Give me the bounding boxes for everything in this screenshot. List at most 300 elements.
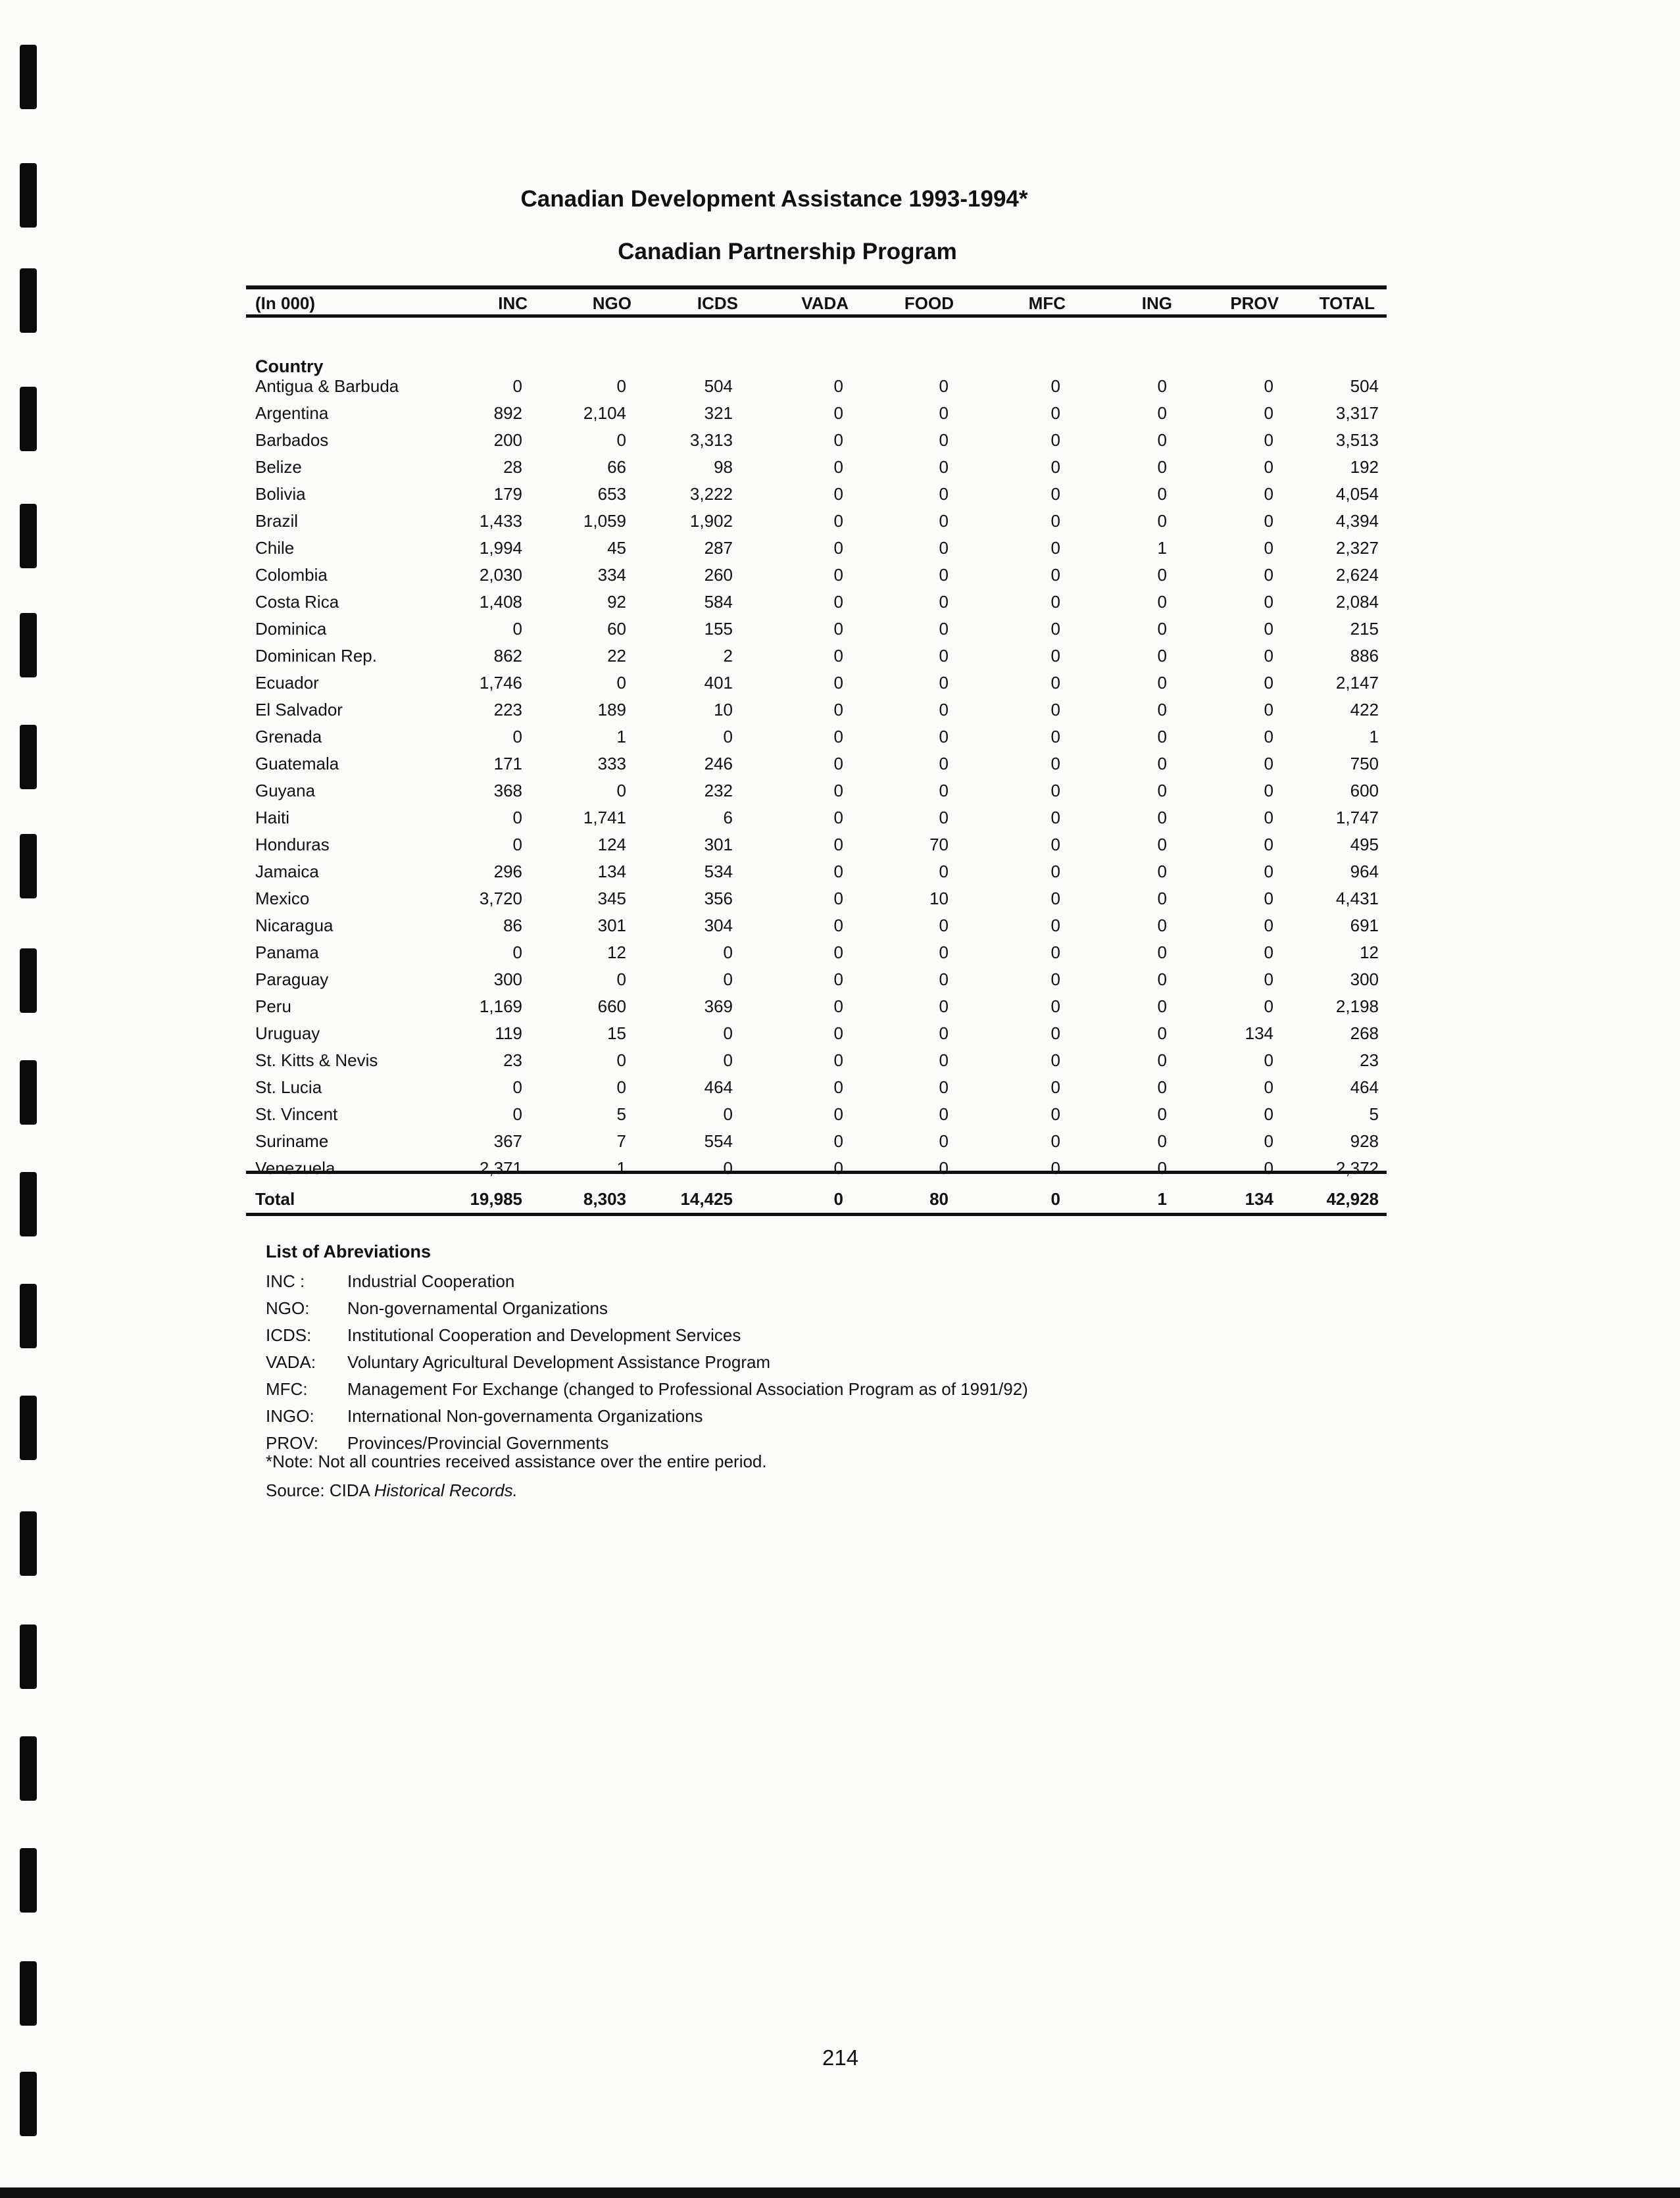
table-cell: 0	[1157, 1050, 1167, 1070]
table-cell: 0	[1157, 403, 1167, 423]
binding-mark	[20, 834, 37, 898]
table-cell: 0	[833, 942, 843, 962]
table-cell: 0	[833, 889, 843, 908]
table-cell: 600	[1350, 781, 1379, 800]
unit-label: (In 000)	[255, 293, 316, 313]
table-cell: 886	[1350, 646, 1379, 666]
table-cell: 0	[1157, 916, 1167, 935]
table-cell: 0	[1264, 619, 1273, 639]
abbreviation-key: VADA:	[266, 1352, 316, 1372]
table-row	[246, 1128, 1387, 1154]
table-cell: 0	[1050, 1158, 1060, 1178]
table-cell: 0	[833, 1077, 843, 1097]
table-row	[246, 804, 1387, 831]
column-header: NGO	[592, 293, 631, 313]
country-name: Guatemala	[255, 754, 339, 773]
table-cell: 464	[704, 1077, 733, 1097]
table-cell: 0	[833, 808, 843, 827]
source-prefix: Source: CIDA	[266, 1480, 374, 1500]
table-row	[246, 400, 1387, 426]
country-name: Jamaica	[255, 862, 319, 881]
page-subtitle: Canadian Partnership Program	[618, 239, 957, 264]
table-cell: 1,902	[689, 511, 733, 531]
binding-mark	[20, 1624, 37, 1689]
table-cell: 3,317	[1335, 403, 1379, 423]
table-cell: 321	[704, 403, 733, 423]
table-cell: 0	[833, 538, 843, 558]
table-header-row	[246, 290, 1387, 316]
table-cell: 1,408	[479, 592, 522, 612]
page-number: 214	[822, 2045, 859, 2070]
country-name: Brazil	[255, 511, 299, 531]
table-cell: 554	[704, 1131, 733, 1151]
table-cell: 0	[939, 700, 949, 720]
table-cell: 0	[616, 430, 626, 450]
table-cell: 0	[939, 673, 949, 693]
table-cell: 0	[1050, 484, 1060, 504]
table-top-rule	[246, 285, 1387, 289]
table-cell: 10	[714, 700, 733, 720]
table-cell: 0	[1157, 942, 1167, 962]
table-cell: 0	[833, 457, 843, 477]
table-cell: 215	[1350, 619, 1379, 639]
table-cell: 0	[1050, 592, 1060, 612]
country-name: Dominican Rep.	[255, 646, 377, 666]
total-cell: 14,425	[680, 1189, 733, 1209]
table-cell: 0	[1264, 538, 1273, 558]
table-cell: 0	[833, 1158, 843, 1178]
binding-mark	[20, 1736, 37, 1801]
table-cell: 2,104	[583, 403, 626, 423]
table-cell: 0	[1050, 700, 1060, 720]
table-cell: 304	[704, 916, 733, 935]
binding-mark	[20, 2072, 37, 2136]
table-cell: 0	[1050, 1023, 1060, 1043]
binding-mark	[20, 613, 37, 677]
table-cell: 0	[1157, 646, 1167, 666]
table-cell: 1	[1157, 538, 1167, 558]
table-cell: 0	[1050, 619, 1060, 639]
table-cell: 0	[833, 1023, 843, 1043]
table-cell: 0	[833, 592, 843, 612]
table-cell: 0	[1264, 996, 1273, 1016]
table-cell: 0	[1157, 1023, 1167, 1043]
table-cell: 66	[607, 457, 626, 477]
table-cell: 246	[704, 754, 733, 773]
table-cell: 0	[833, 673, 843, 693]
table-row	[246, 535, 1387, 561]
table-cell: 0	[939, 808, 949, 827]
table-cell: 0	[1157, 484, 1167, 504]
table-cell: 1,433	[479, 511, 522, 531]
table-cell: 92	[607, 592, 626, 612]
table-cell: 6	[723, 808, 733, 827]
table-cell: 660	[597, 996, 626, 1016]
country-name: Dominica	[255, 619, 327, 639]
table-cell: 0	[616, 673, 626, 693]
table-cell: 0	[1264, 646, 1273, 666]
table-cell: 964	[1350, 862, 1379, 881]
abbreviation-value: Institutional Cooperation and Development Services	[347, 1325, 741, 1345]
table-cell: 0	[1050, 889, 1060, 908]
table-cell: 0	[939, 942, 949, 962]
table-cell: 0	[939, 565, 949, 585]
binding-mark	[20, 1511, 37, 1576]
table-cell: 0	[833, 1131, 843, 1151]
table-cell: 0	[939, 430, 949, 450]
table-cell: 0	[723, 1050, 733, 1070]
table-cell: 1,746	[479, 673, 522, 693]
binding-mark	[20, 1961, 37, 2026]
table-cell: 0	[1264, 1050, 1273, 1070]
table-cell: 0	[833, 619, 843, 639]
abbreviation-value: Provinces/Provincial Governments	[347, 1433, 609, 1453]
table-cell: 2,371	[479, 1158, 522, 1178]
country-name: Belize	[255, 457, 302, 477]
table-cell: 171	[493, 754, 522, 773]
table-row	[246, 562, 1387, 588]
table-cell: 0	[1050, 565, 1060, 585]
table-cell: 2,147	[1335, 673, 1379, 693]
table-cell: 0	[1050, 754, 1060, 773]
table-cell: 0	[1157, 1104, 1167, 1124]
table-row	[246, 427, 1387, 453]
table-cell: 179	[493, 484, 522, 504]
table-cell: 0	[1050, 1131, 1060, 1151]
abbreviation-key: ICDS:	[266, 1325, 312, 1345]
table-cell: 300	[493, 969, 522, 989]
table-cell: 3,222	[689, 484, 733, 504]
table-cell: 0	[1264, 862, 1273, 881]
table-cell: 928	[1350, 1131, 1379, 1151]
table-cell: 0	[939, 1131, 949, 1151]
table-cell: 4,431	[1335, 889, 1379, 908]
table-cell: 0	[1264, 889, 1273, 908]
total-cell: 19,985	[470, 1189, 522, 1209]
abbreviation-key: INGO:	[266, 1406, 314, 1426]
column-header: VADA	[801, 293, 849, 313]
abbreviation-key: INC :	[266, 1271, 305, 1291]
table-cell: 0	[939, 1158, 949, 1178]
abbreviation-value: International Non-governamenta Organizations	[347, 1406, 703, 1426]
table-cell: 232	[704, 781, 733, 800]
table-cell: 0	[939, 1077, 949, 1097]
table-cell: 0	[1264, 430, 1273, 450]
total-label: Total	[255, 1189, 295, 1209]
table-cell: 0	[1157, 673, 1167, 693]
country-name: Panama	[255, 942, 319, 962]
table-row	[246, 1020, 1387, 1046]
table-cell: 301	[704, 835, 733, 854]
table-cell: 0	[939, 969, 949, 989]
table-cell: 0	[1157, 1131, 1167, 1151]
table-cell: 0	[1050, 538, 1060, 558]
table-row	[246, 858, 1387, 885]
binding-mark	[20, 1848, 37, 1913]
country-name: Guyana	[255, 781, 316, 800]
table-cell: 0	[512, 376, 522, 396]
table-row	[246, 643, 1387, 669]
abbreviation-value: Industrial Cooperation	[347, 1271, 515, 1291]
table-cell: 0	[512, 619, 522, 639]
table-cell: 0	[939, 646, 949, 666]
table-cell: 98	[714, 457, 733, 477]
table-cell: 268	[1350, 1023, 1379, 1043]
table-cell: 0	[1050, 969, 1060, 989]
table-cell: 0	[1157, 862, 1167, 881]
table-cell: 2,624	[1335, 565, 1379, 585]
table-cell: 0	[1157, 700, 1167, 720]
table-row	[246, 912, 1387, 939]
table-cell: 0	[1264, 942, 1273, 962]
table-cell: 0	[939, 511, 949, 531]
table-row	[246, 993, 1387, 1019]
table-cell: 0	[833, 996, 843, 1016]
table-row	[246, 1155, 1387, 1181]
table-row	[246, 723, 1387, 750]
table-cell: 4,054	[1335, 484, 1379, 504]
table-cell: 0	[1264, 727, 1273, 746]
table-cell: 1	[1369, 727, 1379, 746]
table-cell: 0	[616, 1050, 626, 1070]
binding-mark	[20, 1172, 37, 1236]
table-cell: 0	[616, 376, 626, 396]
table-cell: 0	[1264, 673, 1273, 693]
table-cell: 0	[1264, 1158, 1273, 1178]
table-cell: 369	[704, 996, 733, 1016]
table-cell: 1	[616, 1158, 626, 1178]
table-row	[246, 966, 1387, 992]
country-name: Venezuela	[255, 1158, 335, 1178]
table-cell: 0	[939, 484, 949, 504]
table-cell: 0	[1157, 808, 1167, 827]
table-cell: 504	[704, 376, 733, 396]
table-cell: 0	[833, 1050, 843, 1070]
table-row	[246, 481, 1387, 507]
abbreviations-title: List of Abreviations	[266, 1242, 432, 1261]
table-cell: 0	[616, 1077, 626, 1097]
table-cell: 0	[1050, 781, 1060, 800]
source-italic: Historical Records.	[374, 1480, 518, 1500]
binding-mark	[20, 504, 37, 568]
table-cell: 2,198	[1335, 996, 1379, 1016]
table-cell: 892	[493, 403, 522, 423]
table-cell: 0	[833, 916, 843, 935]
table-cell: 345	[597, 889, 626, 908]
table-cell: 0	[939, 538, 949, 558]
total-cell: 1	[1157, 1189, 1167, 1209]
table-cell: 0	[1050, 646, 1060, 666]
table-cell: 3,513	[1335, 430, 1379, 450]
table-cell: 504	[1350, 376, 1379, 396]
table-cell: 0	[512, 808, 522, 827]
country-name: El Salvador	[255, 700, 343, 720]
table-cell: 1,994	[479, 538, 522, 558]
table-cell: 1	[616, 727, 626, 746]
table-row	[246, 373, 1387, 399]
table-cell: 0	[1157, 511, 1167, 531]
table-cell: 356	[704, 889, 733, 908]
table-cell: 0	[1157, 996, 1167, 1016]
table-cell: 334	[597, 565, 626, 585]
table-cell: 5	[1369, 1104, 1379, 1124]
table-cell: 0	[1050, 1077, 1060, 1097]
table-cell: 0	[1264, 376, 1273, 396]
abbreviation-value: Non-governamental Organizations	[347, 1298, 608, 1318]
total-cell: 134	[1245, 1189, 1273, 1209]
note-text: *Note: Not all countries received assistance over the entire period.	[266, 1452, 767, 1471]
table-cell: 0	[939, 862, 949, 881]
table-cell: 0	[939, 457, 949, 477]
table-row	[246, 777, 1387, 804]
table-cell: 0	[616, 781, 626, 800]
table-cell: 0	[616, 969, 626, 989]
table-cell: 0	[1264, 700, 1273, 720]
table-cell: 0	[1264, 754, 1273, 773]
country-name: Peru	[255, 996, 291, 1016]
binding-mark	[20, 45, 37, 109]
table-cell: 0	[939, 592, 949, 612]
scan-edge	[0, 2187, 1680, 2198]
table-cell: 0	[939, 1050, 949, 1070]
table-cell: 0	[723, 727, 733, 746]
table-cell: 0	[833, 646, 843, 666]
table-cell: 0	[1157, 754, 1167, 773]
table-row	[246, 1101, 1387, 1127]
table-cell: 0	[833, 969, 843, 989]
table-cell: 0	[939, 1104, 949, 1124]
table-cell: 23	[1360, 1050, 1379, 1070]
table-cell: 0	[1050, 996, 1060, 1016]
table-cell: 12	[1360, 942, 1379, 962]
table-cell: 0	[939, 376, 949, 396]
total-cell: 80	[929, 1189, 949, 1209]
table-cell: 0	[1157, 835, 1167, 854]
table-cell: 22	[607, 646, 626, 666]
table-cell: 401	[704, 673, 733, 693]
source-text	[266, 1477, 518, 1503]
table-cell: 0	[833, 835, 843, 854]
table-cell: 189	[597, 700, 626, 720]
table-row	[246, 589, 1387, 615]
table-cell: 0	[1050, 942, 1060, 962]
table-row	[246, 831, 1387, 858]
table-cell: 422	[1350, 700, 1379, 720]
table-cell: 367	[493, 1131, 522, 1151]
table-cell: 0	[1157, 1077, 1167, 1097]
table-cell: 0	[939, 727, 949, 746]
table-cell: 0	[1264, 511, 1273, 531]
table-cell: 1,059	[583, 511, 626, 531]
table-cell: 0	[939, 916, 949, 935]
total-cell: 0	[1050, 1189, 1060, 1209]
table-cell: 0	[1050, 1104, 1060, 1124]
table-cell: 691	[1350, 916, 1379, 935]
column-header: ICDS	[697, 293, 738, 313]
column-header: ING	[1141, 293, 1172, 313]
table-cell: 0	[833, 511, 843, 531]
table-cell: 10	[929, 889, 949, 908]
total-cell: 0	[833, 1189, 843, 1209]
table-cell: 0	[833, 565, 843, 585]
table-row	[246, 670, 1387, 696]
table-row	[246, 750, 1387, 777]
binding-mark	[20, 1284, 37, 1348]
table-row	[246, 616, 1387, 642]
table-row	[246, 939, 1387, 965]
table-cell: 0	[1050, 862, 1060, 881]
table-cell: 0	[939, 781, 949, 800]
table-cell: 0	[1264, 457, 1273, 477]
table-row	[246, 454, 1387, 480]
total-cell: 8,303	[583, 1189, 626, 1209]
table-cell: 0	[723, 1104, 733, 1124]
table-cell: 368	[493, 781, 522, 800]
country-name: Costa Rica	[255, 592, 339, 612]
table-cell: 134	[1245, 1023, 1273, 1043]
table-cell: 0	[833, 727, 843, 746]
table-bottom-rule	[246, 1213, 1387, 1216]
binding-mark	[20, 268, 37, 333]
table-cell: 7	[616, 1131, 626, 1151]
table-cell: 0	[512, 835, 522, 854]
table-cell: 1,741	[583, 808, 626, 827]
table-row	[246, 1047, 1387, 1073]
binding-mark	[20, 1060, 37, 1125]
table-cell: 12	[607, 942, 626, 962]
table-cell: 0	[1050, 376, 1060, 396]
table-cell: 0	[939, 619, 949, 639]
table-cell: 0	[1050, 457, 1060, 477]
table-cell: 5	[616, 1104, 626, 1124]
table-cell: 60	[607, 619, 626, 639]
table-cell: 0	[833, 700, 843, 720]
table-cell: 0	[1050, 916, 1060, 935]
table-cell: 2,372	[1335, 1158, 1379, 1178]
table-cell: 0	[1264, 969, 1273, 989]
table-cell: 653	[597, 484, 626, 504]
country-name: Suriname	[255, 1131, 329, 1151]
table-cell: 0	[723, 942, 733, 962]
table-cell: 124	[597, 835, 626, 854]
table-cell: 333	[597, 754, 626, 773]
country-column-label: Country	[255, 356, 324, 376]
table-cell: 0	[1264, 781, 1273, 800]
country-name: Haiti	[255, 808, 290, 827]
table-cell: 0	[1264, 835, 1273, 854]
table-cell: 86	[503, 916, 522, 935]
table-cell: 0	[1264, 484, 1273, 504]
table-cell: 2,030	[479, 565, 522, 585]
table-cell: 0	[939, 403, 949, 423]
table-cell: 2,084	[1335, 592, 1379, 612]
table-cell: 45	[607, 538, 626, 558]
country-name: St. Vincent	[255, 1104, 338, 1124]
country-name: Uruguay	[255, 1023, 320, 1043]
table-cell: 2,327	[1335, 538, 1379, 558]
country-name: Grenada	[255, 727, 322, 746]
table-cell: 495	[1350, 835, 1379, 854]
table-cell: 862	[493, 646, 522, 666]
table-cell: 0	[1157, 1158, 1167, 1178]
table-cell: 155	[704, 619, 733, 639]
abbreviation-value: Voluntary Agricultural Development Assistance Program	[347, 1352, 771, 1372]
table-cell: 2	[723, 646, 733, 666]
table-cell: 260	[704, 565, 733, 585]
country-name: Honduras	[255, 835, 330, 854]
table-cell: 750	[1350, 754, 1379, 773]
table-cell: 0	[939, 754, 949, 773]
